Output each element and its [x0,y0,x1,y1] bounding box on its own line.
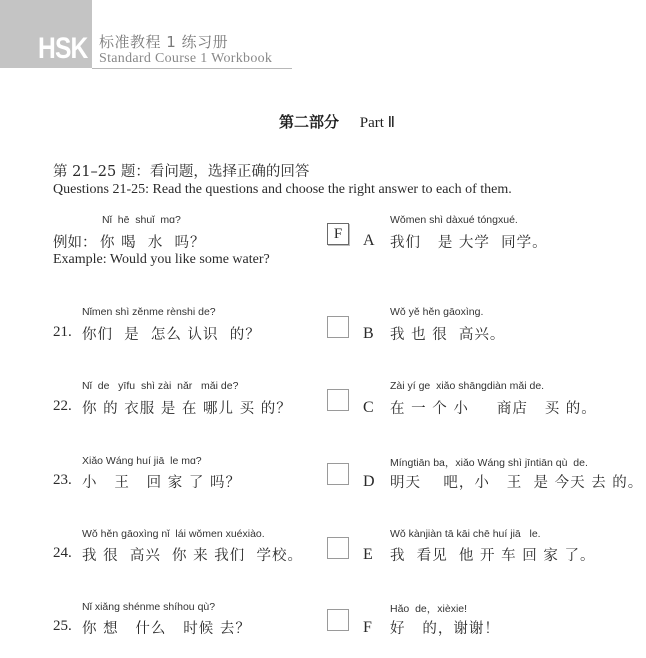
question-23-hanzi: 小 王 回 家 了 吗？ [82,475,241,491]
instruction-english: Questions 21-25: Read the questions and choose the right answer to each of them. [53,182,512,197]
question-21-pinyin: Nǐmen shì zěnme rènshi de? [82,306,216,318]
option-b-hanzi: 我 也 很 高兴。 [390,327,506,343]
option-c-pinyin: Zài yí ge xiǎo shāngdiàn mǎi de. [390,380,545,392]
example-question-hanzi: 你 喝 水 吗？ [100,235,206,251]
example-answer-box: F [327,223,349,245]
option-a-hanzi: 我们 是 大学 同学。 [390,235,548,251]
hsk-logo: HSK [38,32,88,65]
instruction-chinese: 第 21–25 题：看问题，选择正确的回答 [53,164,310,180]
question-21-number: 21. [53,324,72,340]
option-letter-d: D [363,473,375,490]
option-c-hanzi: 在 一 个 小 商店 买 的。 [390,401,597,417]
question-25-answer-box[interactable] [327,609,349,631]
question-23-answer-box[interactable] [327,463,349,485]
question-24-answer-box[interactable] [327,537,349,559]
option-b-pinyin: Wǒ yě hěn gāoxìng. [390,306,484,318]
example-english: Example: Would you like some water? [53,252,270,267]
option-d-pinyin: Míngtiān ba，xiǎo Wáng shì jīntiān qù de. [390,457,588,469]
header-divider [92,68,292,69]
question-22-pinyin: Nǐ de yīfu shì zài nǎr mǎi de? [82,380,239,392]
question-23-number: 23. [53,472,72,488]
option-e-pinyin: Wǒ kànjiàn tā kāi chē huí jiā le. [390,528,541,540]
question-23-pinyin: Xiǎo Wáng huí jiā le mɑ? [82,455,202,467]
question-22-number: 22. [53,398,72,414]
question-25-number: 25. [53,618,72,634]
question-24-number: 24. [53,545,72,561]
question-22-answer-box[interactable] [327,389,349,411]
option-e-hanzi: 我 看见 他 开 车 回 家 了。 [390,548,596,564]
option-letter-a: A [363,232,375,249]
question-24-pinyin: Wǒ hěn gāoxìng nǐ lái wǒmen xuéxiào. [82,528,265,540]
example-label: 例如： [53,235,97,251]
option-letter-b: B [363,325,374,342]
option-d-hanzi: 明天 吧，小 王 是 今天 去 的。 [390,475,644,491]
question-21-hanzi: 你们 是 怎么 认识 的？ [82,327,261,343]
example-pinyin: Nǐ hē shuǐ mɑ? [102,214,181,226]
section-title [0,111,646,132]
option-letter-f: F [363,619,372,636]
option-letter-c: C [363,399,374,416]
book-title-chinese: 标准教程 1 练习册 [99,33,229,51]
question-25-hanzi: 你 想 什么 时候 去？ [82,621,251,637]
question-25-pinyin: Nǐ xiǎng shénme shíhou qù? [82,601,216,613]
option-letter-e: E [363,546,373,563]
section-title-english: Part Ⅱ [359,115,396,131]
question-21-answer-box[interactable] [327,316,349,338]
question-22-hanzi: 你 的 衣服 是 在 哪儿 买 的？ [82,401,292,417]
option-f-hanzi: 好 的，谢谢！ [390,621,500,637]
question-24-hanzi: 我 很 高兴 你 来 我们 学校。 [82,548,303,564]
option-a-pinyin: Wǒmen shì dàxué tóngxué. [390,214,518,226]
section-title-chinese: 第二部分 [278,113,339,131]
book-title-english: Standard Course 1 Workbook [99,51,273,66]
option-f-pinyin: Hǎo de，xièxie! [390,603,468,615]
